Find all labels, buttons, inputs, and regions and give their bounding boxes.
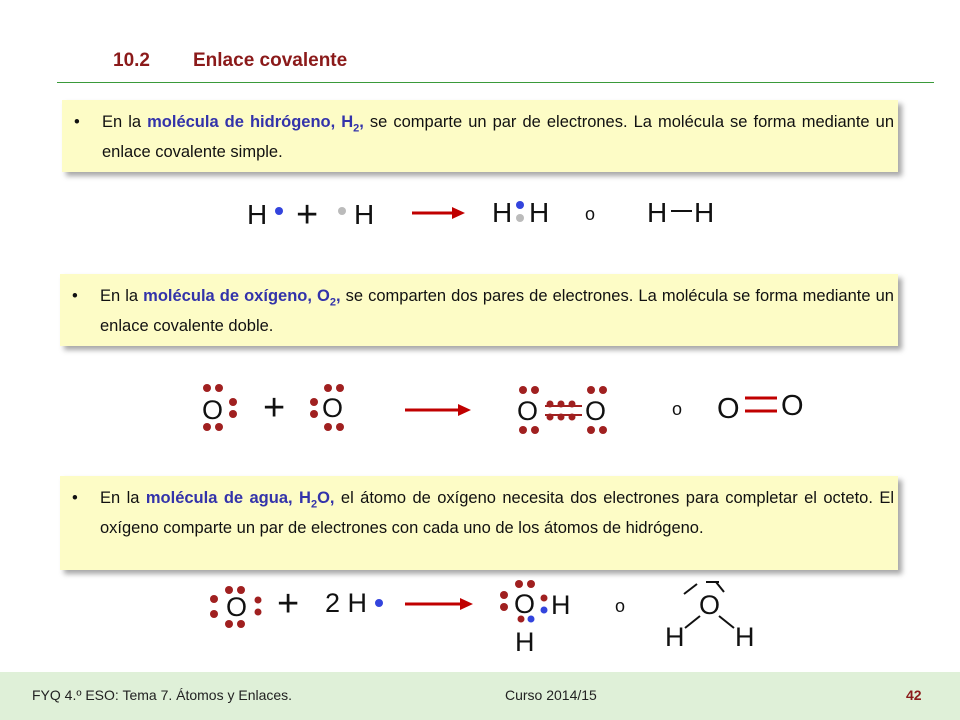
water-equation	[0, 578, 960, 660]
plus-sign: +	[263, 387, 286, 429]
arrow-head	[458, 404, 471, 416]
footer-year: Curso 2014/15	[505, 687, 597, 703]
water-struct-o: O	[699, 590, 721, 620]
electron	[375, 599, 383, 607]
h2-bond-atom-2: H	[694, 197, 715, 228]
oxygen-equation	[0, 378, 960, 438]
section-title	[113, 50, 347, 72]
h2-atom-2: H	[529, 197, 550, 228]
page-number: 42	[906, 687, 922, 703]
h-atom-2: H	[354, 199, 375, 230]
arrow-head	[452, 207, 465, 219]
water-o-symbol: O	[514, 589, 536, 619]
o-symbol: O	[226, 592, 248, 622]
hydrogen-textbox	[62, 100, 898, 172]
plus-sign: +	[277, 583, 300, 625]
electron	[255, 597, 262, 604]
water-h-right: H	[551, 590, 571, 620]
electron	[516, 201, 524, 209]
hydrogen-equation	[0, 185, 960, 245]
o2-symbol-2: O	[585, 396, 607, 426]
single-bond	[685, 616, 700, 628]
o-symbol-2: O	[322, 393, 344, 423]
single-bond	[719, 616, 734, 628]
plus-sign: +	[296, 194, 319, 236]
water-textbox	[60, 476, 898, 570]
electron	[516, 214, 524, 222]
electron	[541, 607, 548, 614]
or-label: o	[615, 596, 626, 616]
h-atom-1: H	[247, 199, 268, 230]
water-struct-h-left: H	[665, 622, 685, 652]
oxygen-textbox	[60, 274, 898, 346]
or-label: o	[585, 204, 596, 224]
two-h-label: 2 H	[325, 588, 368, 618]
oxygen-keyword: molécula de oxígeno, $O_2$,	[143, 287, 341, 309]
lone-pair-line	[684, 584, 697, 594]
electron	[275, 207, 283, 215]
or-label: o	[672, 399, 683, 419]
hydrogen-paragraph: • En la molécula de hidrógeno, $H_2$, se comparte un par de electrones. La molécula se forma mediante un enlace covalente simple.	[62, 110, 898, 164]
o2-bond-atom-2: O	[781, 390, 804, 422]
oxygen-paragraph: • En la molécula de oxígeno, $O_2$, se comparten dos pares de electrones. La molécula se forma mediante un enlace covalente doble.	[60, 284, 898, 338]
section-number: 10.2	[113, 50, 150, 71]
arrow-head	[460, 598, 473, 610]
o-symbol-1: O	[202, 395, 224, 425]
section-name: Enlace covalente	[193, 50, 348, 71]
h2-bond-atom-1: H	[647, 197, 668, 228]
water-h-bottom: H	[515, 627, 535, 657]
electron	[255, 609, 262, 616]
title-divider	[57, 82, 934, 83]
footer-course: FYQ 4.º ESO: Tema 7. Átomos y Enlaces.	[32, 687, 293, 703]
o2-bond-atom-1: O	[717, 393, 740, 425]
electron	[338, 207, 346, 215]
water-keyword: molécula de agua, $H_2O$,	[145, 489, 335, 511]
water-paragraph: • En la molécula de agua, $H_2O$, el átomo de oxígeno necesita dos electrones para completar el octeto. El oxígeno comparte un par de electrones con cada uno de los átomos de hidrógeno.	[60, 486, 898, 540]
hydrogen-keyword: molécula de hidrógeno, $H_2$,	[147, 113, 364, 135]
o2-symbol-1: O	[517, 396, 539, 426]
h2-atom-1: H	[492, 197, 513, 228]
water-struct-h-right: H	[735, 622, 755, 652]
